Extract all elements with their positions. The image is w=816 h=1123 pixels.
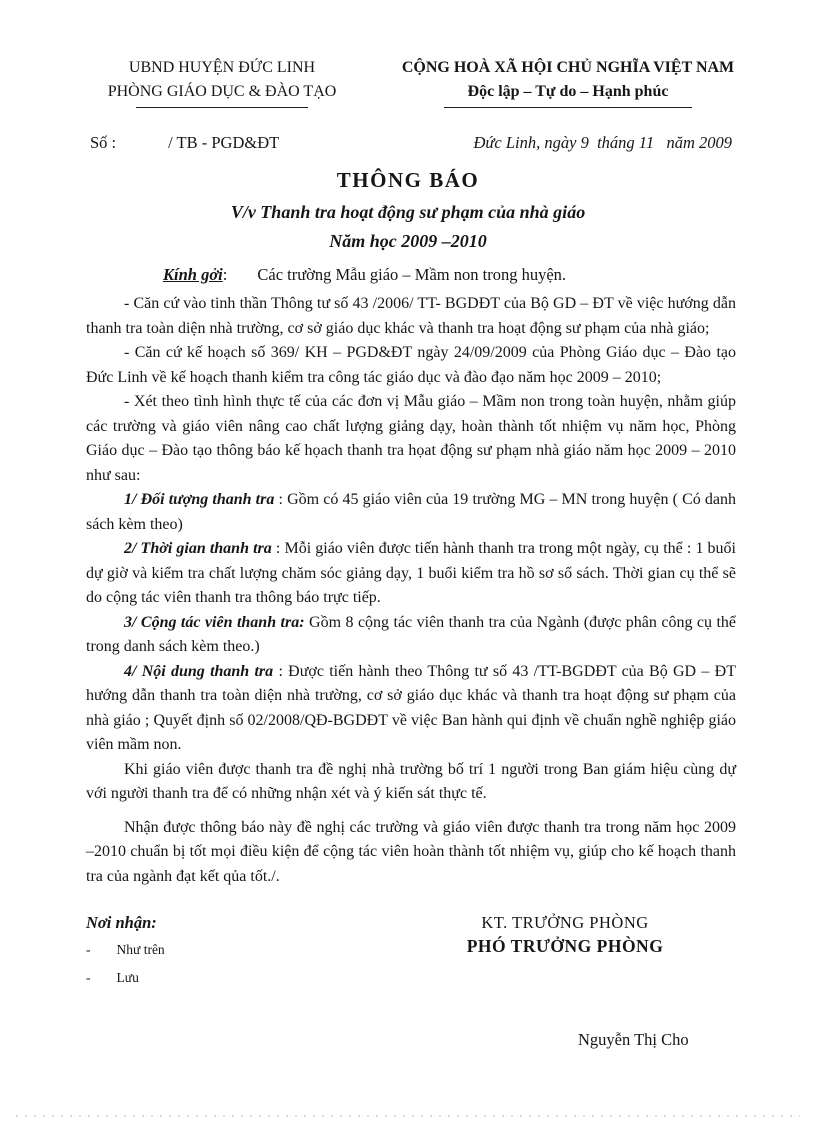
doc-subject-line-1: V/v Thanh tra hoạt động sư phạm của nhà giáo: [230, 202, 586, 222]
recipient-item: [86, 966, 165, 989]
salutation-label: Kính gởi: [163, 265, 223, 284]
doc-title: THÔNG BÁO: [336, 168, 480, 192]
salutation-text: Các trường Mẫu giáo – Mầm non trong huyện.: [257, 265, 567, 284]
document-body: [86, 292, 736, 889]
ground-paragraph: - Xét theo tình hình thực tế của các đơn vị Mẫu giáo – Mầm non trong toàn huyện, nhằm giúp các trường và giáo viên nâng cao chất lượng giảng dạy, hoàn thành tốt nhiệm vụ năm học, Phòng Giáo dục – Đào tạo thông báo kế họach thanh tra họat động sư phạm nhà giáo năm học 2009 – 2010 như sau:: [86, 393, 736, 484]
item-text: Mỗi giáo viên được tiến hành thanh tra trong một ngày, cụ thể : 1 buổi dự giờ và kiểm tra chất lượng chăm sóc giảng dạy, 1 buổi kiểm tra hồ sơ sổ sách. Thời gian cụ thể sẽ do cộng tác viên thanh tra thông báo trực tiếp.: [86, 540, 737, 606]
national-motto: Độc lập – Tự do – Hạnh phúc: [467, 83, 669, 100]
closing-paragraph: Khi giáo viên được thanh tra đề nghị nhà trường bố trí 1 người trong Ban giám hiệu cùng dự với người thanh tra để có những nhận xét và ý kiến sát thực tế.: [86, 760, 736, 802]
org-parent-name: UBND HUYỆN ĐỨC LINH: [128, 59, 316, 76]
item-separator: :: [271, 540, 285, 557]
motto-underline: [444, 107, 692, 108]
recipient-text: Như trên: [116, 942, 165, 957]
signer-position-title: PHÓ TRƯỞNG PHÒNG: [466, 936, 664, 956]
item-lead: 3/ Cộng tác viên thanh tra:: [124, 613, 305, 631]
doc-number: [90, 133, 279, 153]
closing-paragraph: Nhận được thông báo này đề nghị các trường và giáo viên được thanh tra trong năm học 2009 –2010 chuẩn bị tốt mọi điều kiện để cộng tác viên hoàn thành tốt nhiệm vụ, giúp cho kế hoạch thanh tra của ngành đạt kết qủa tốt./.: [86, 818, 736, 885]
org-underline: [136, 107, 308, 108]
item-paragraph: [86, 660, 736, 758]
item-lead: 1/ Đối tượng thanh tra: [124, 491, 275, 508]
country-name: CỘNG HOÀ XÃ HỘI CHỦ NGHĨA VIỆT NAM: [401, 59, 735, 76]
item-text: Gồm có 45 giáo viên của 19 trường MG – MN trong huyện ( Có danh sách kèm theo): [86, 491, 737, 533]
signer-name: Nguyễn Thị Cho: [578, 1030, 689, 1049]
item-separator: :: [273, 662, 289, 680]
recipients-label: Nơi nhận:: [86, 913, 157, 932]
document-header: [0, 0, 816, 108]
signer-authority-title: KT. TRƯỞNG PHÒNG: [481, 913, 649, 932]
doc-number-value: / TB - PGD&ĐT: [168, 133, 280, 152]
item-paragraph: [86, 488, 736, 537]
salutation-colon: :: [222, 265, 228, 284]
salutation-line: [90, 265, 732, 285]
item-lead: 2/ Thời gian thanh tra: [124, 540, 272, 557]
item-separator: :: [274, 491, 288, 508]
recipients-block: [86, 913, 165, 989]
place-date-line: Đức Linh, ngày 9 tháng 11 năm 2009: [473, 133, 732, 152]
dash-bullet: -: [86, 942, 91, 957]
recipient-item: [86, 938, 165, 961]
document-footer: [86, 913, 736, 989]
doc-number-row: [90, 133, 732, 153]
item-lead: 4/ Nội dung thanh tra: [124, 662, 274, 680]
issuing-org-block: [62, 56, 382, 108]
ground-paragraph: - Căn cứ kế hoạch số 369/ KH – PGD&ĐT ngày 24/09/2009 của Phòng Giáo dục – Đào tạo Đức Linh về kế hoạch thanh kiểm tra công tác giáo dục và đào đạo năm học 2009 – 2010;: [86, 344, 736, 386]
page-break-dotted-line: [16, 1115, 800, 1117]
item-paragraph: [86, 611, 736, 660]
item-text: Gồm 8 cộng tác viên thanh tra của Ngành (được phân công cụ thể trong danh sách kèm theo.): [86, 613, 737, 655]
recipient-text: Lưu: [116, 970, 139, 985]
doc-number-prefix: Số :: [90, 133, 117, 152]
doc-subject-line-2: Năm học 2009 –2010: [329, 231, 487, 251]
dash-bullet: -: [86, 970, 91, 985]
national-motto-block: [382, 56, 754, 108]
org-name: PHÒNG GIÁO DỤC & ĐÀO TẠO: [107, 83, 337, 100]
signature-block: [410, 913, 736, 989]
doc-subject: [0, 198, 816, 256]
item-text: Được tiến hành theo Thông tư số 43 /TT-BGDĐT của Bộ GD – ĐT hướng dẫn thanh tra toàn diện nhà trường, cơ sở giáo dục khác và thanh tra hoạt động sư phạm của nhà giáo ; Quyết định số 02/2008/QĐ-BGDĐT về việc Ban hành qui định về chuẩn nghề nghiệp giáo viên mầm non.: [86, 662, 736, 753]
item-paragraph: [86, 537, 736, 611]
ground-paragraph: - Căn cứ vào tinh thần Thông tư số 43 /2006/ TT- BGDĐT của Bộ GD – ĐT về việc hướng dẫn thanh tra toàn diện nhà trường, cơ sở giáo dục khác và thanh tra hoạt động sư phạm của nhà giáo;: [86, 295, 736, 337]
